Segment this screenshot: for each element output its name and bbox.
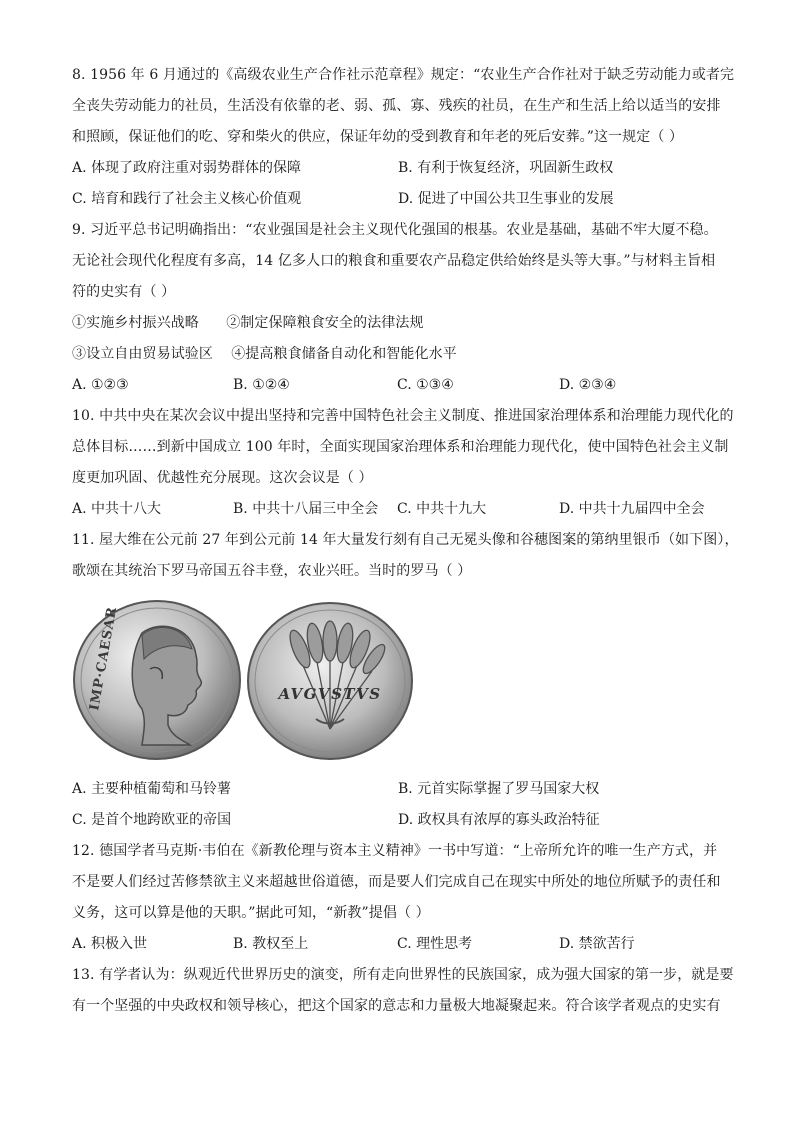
question-9-line: 符的史实有（ ）: [72, 284, 176, 300]
coin-figure: [72, 587, 724, 774]
reverse-coin-image: [246, 601, 414, 761]
option-d[interactable]: D. 促进了中国公共卫生事业的发展: [398, 191, 614, 207]
option-a[interactable]: A. 主要种植葡萄和马铃薯: [72, 781, 232, 797]
option-c[interactable]: C. 培育和践行了社会主义核心价值观: [72, 191, 302, 207]
obverse-legend: IMP·CAESAR: [87, 605, 121, 712]
option-b[interactable]: B. 中共十八届三中全会: [233, 501, 379, 517]
question-9: [72, 215, 724, 401]
exam-page: [72, 60, 739, 1022]
option-b[interactable]: B. ①②④: [233, 377, 290, 393]
question-8-options-row: [72, 153, 724, 184]
question-12-line: 不是要人们经过苦修禁欲主义来超越世俗道德，而是要人们完成自己在现实中所处的地位所赋予的责任和: [72, 874, 721, 890]
reverse-legend: AVGVSTVS: [278, 685, 382, 703]
option-d[interactable]: D. 政权具有浓厚的寡头政治特征: [398, 812, 600, 828]
option-d[interactable]: D. ②③④: [559, 377, 617, 393]
option-b[interactable]: B. 有利于恢复经济，巩固新生政权: [398, 160, 614, 176]
question-9-options-row: [72, 370, 724, 401]
option-c[interactable]: C. 中共十九大: [397, 501, 487, 517]
question-12-line: 义务，这可以算是他的天职。”据此可知，“新教”提倡（ ）: [72, 905, 430, 921]
question-11-line: 歌颂在其统治下罗马帝国五谷丰登，农业兴旺。当时的罗马（ ）: [72, 563, 472, 579]
option-c[interactable]: C. 理性思考: [397, 936, 473, 952]
question-13-line: 有一个坚强的中央政权和领导核心，把这个国家的意志和力量极大地凝聚起来。符合该学者观点的史实有: [72, 998, 721, 1014]
question-9-line: 9. 习近平总书记明确指出：“农业强国是社会主义现代化强国的根基。农业是基础，基础不牢大厦不稳。: [72, 222, 718, 238]
question-9-items: ③设立自由贸易试验区 ④提高粮食储备自动化和智能化水平: [72, 346, 457, 362]
question-10-line: 总体目标……到新中国成立 100 年时，全面实现国家治理体系和治理能力现代化，使中国特色社会主义制: [72, 439, 729, 455]
question-10-line: 10. 中共中央在某次会议中提出坚持和完善中国特色社会主义制度、推进国家治理体系和治理能力现代化的: [72, 408, 734, 424]
option-a[interactable]: A. 积极入世: [72, 936, 148, 952]
question-8-line: 8. 1956 年 6 月通过的《高级农业生产合作社示范章程》规定：“农业生产合作社对于缺乏劳动能力或者完: [72, 67, 735, 83]
option-a[interactable]: A. 体现了政府注重对弱势群体的保障: [72, 160, 302, 176]
question-10: [72, 401, 734, 525]
option-b[interactable]: B. 元首实际掌握了罗马国家大权: [398, 781, 600, 797]
question-12-line: 12. 德国学者马克斯·韦伯在《新教伦理与资本主义精神》一书中写道：“上帝所允许的唯一生产方式，并: [72, 843, 718, 859]
question-11-line: 11. 屋大维在公元前 27 年到公元前 14 年大量发行刻有自己无冕头像和谷穗图案的第纳里银币（如下图），: [72, 532, 739, 548]
question-8-options-row: [72, 184, 724, 215]
question-10-options-row: [72, 494, 724, 525]
question-8-line: 和照顾，保证他们的吃、穿和柴火的供应，保证年幼的受到教育和年老的死后安葬。”这一规定（ ）: [72, 129, 684, 145]
question-11: [72, 525, 739, 836]
question-11-options-row: [72, 774, 724, 805]
question-13: [72, 960, 734, 1022]
option-c[interactable]: C. ①③④: [397, 377, 454, 393]
question-10-line: 度更加巩固、优越性充分展现。这次会议是（ ）: [72, 470, 373, 486]
option-b[interactable]: B. 教权至上: [233, 936, 309, 952]
option-d[interactable]: D. 中共十九届四中全会: [559, 501, 705, 517]
question-12: [72, 836, 724, 960]
option-c[interactable]: C. 是首个地跨欧亚的帝国: [72, 812, 232, 828]
obverse-coin-image: [72, 599, 242, 761]
question-12-options-row: [72, 929, 724, 960]
option-a[interactable]: A. ①②③: [72, 377, 129, 393]
question-9-items: ①实施乡村振兴战略 ②制定保障粮食安全的法律法规: [72, 315, 424, 331]
option-d[interactable]: D. 禁欲苦行: [559, 936, 635, 952]
question-13-line: 13. 有学者认为：纵观近代世界历史的演变，所有走向世界性的民族国家，成为强大国家的第一步，就是要: [72, 967, 734, 983]
question-8-line: 全丧失劳动能力的社员，生活没有依靠的老、弱、孤、寡、残疾的社员，在生产和生活上给以适当的安排: [72, 98, 721, 114]
option-a[interactable]: A. 中共十八大: [72, 501, 162, 517]
question-9-line: 无论社会现代化程度有多高，14 亿多人口的粮食和重要农产品稳定供给始终是头等大事。”与材料主旨相: [72, 253, 716, 269]
question-8: [72, 60, 735, 215]
question-11-options-row: [72, 805, 724, 836]
